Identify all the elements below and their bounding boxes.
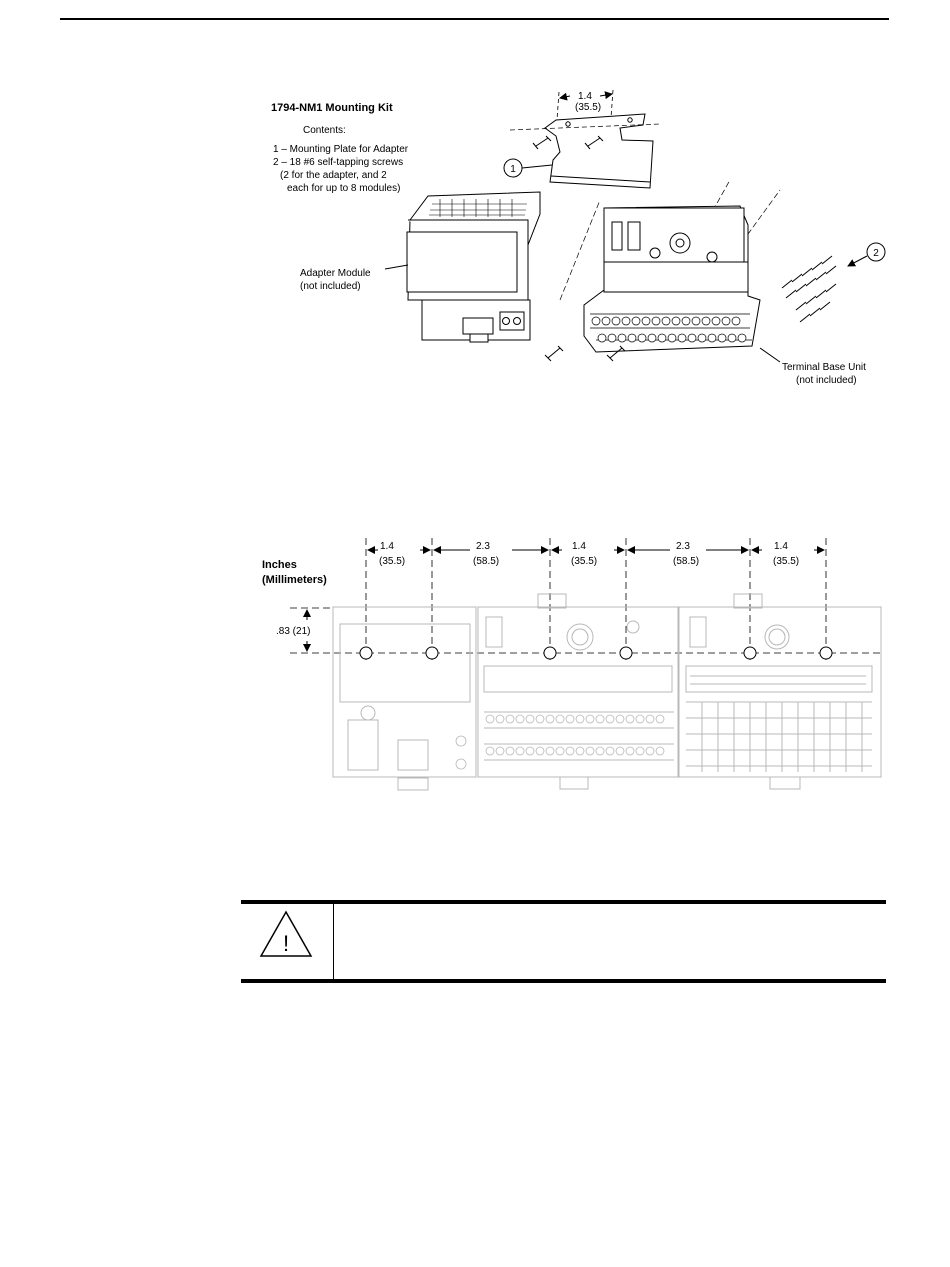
terminal-base-drawing: [584, 206, 760, 352]
mounting-kit-figure: [271, 90, 885, 386]
adapter-leader: [385, 265, 408, 269]
spacing-3-inches: 1.4: [572, 541, 586, 552]
terminal-base-label-note: (not included): [796, 375, 857, 386]
callout-1-label: 1: [510, 164, 516, 175]
attention-box-divider: [333, 904, 334, 979]
kit-item-2: 2 – 18 #6 self-tapping screws: [273, 157, 404, 168]
spacing-figure: [262, 538, 881, 790]
terminal-dots: [456, 715, 664, 769]
spacing-4-inches: 2.3: [676, 541, 690, 552]
attention-box-top-rule: [241, 900, 886, 904]
module-outlines: [333, 594, 881, 790]
attention-box-bottom-rule: [241, 979, 886, 983]
spacing-1-inches: 1.4: [380, 541, 394, 552]
terminal-base-label: Terminal Base Unit: [782, 362, 866, 373]
adapter-module-drawing: [407, 192, 540, 342]
kit-dim-inches: 1.4: [578, 91, 592, 102]
kit-dim-arrow-right: [600, 94, 612, 96]
vertical-dimension: .83 (21): [276, 626, 311, 637]
warning-triangle-icon: [261, 912, 311, 956]
units-label-mm: (Millimeters): [262, 574, 327, 586]
spacing-5-mm: (35.5): [773, 556, 800, 567]
spacing-4-mm: (58.5): [673, 556, 700, 567]
spacing-2-inches: 2.3: [476, 541, 490, 552]
spacing-2-mm: (58.5): [473, 556, 500, 567]
kit-dim-mm: (35.5): [575, 102, 602, 113]
kit-title: 1794-NM1 Mounting Kit: [271, 102, 393, 114]
adapter-label-note: (not included): [300, 281, 361, 292]
mounting-holes: [360, 647, 832, 659]
kit-item-1: 1 – Mounting Plate for Adapter: [273, 144, 409, 155]
kit-item-2-line-3: each for up to 8 modules): [287, 183, 401, 194]
callout-2-label: 2: [873, 248, 879, 259]
spacing-1-mm: (35.5): [379, 556, 406, 567]
kit-item-2-line-2: (2 for the adapter, and 2: [280, 170, 387, 181]
spacing-5-inches: 1.4: [774, 541, 788, 552]
units-label: Inches: [262, 559, 297, 571]
mounting-plate: [510, 114, 660, 188]
adapter-label: Adapter Module: [300, 268, 371, 279]
kit-contents-label: Contents:: [303, 125, 346, 136]
spacing-3-mm: (35.5): [571, 556, 598, 567]
screw-bundle-drawing: [782, 256, 836, 322]
warning-symbol: !: [282, 931, 290, 956]
kit-dim-arrow-left: [560, 96, 570, 98]
